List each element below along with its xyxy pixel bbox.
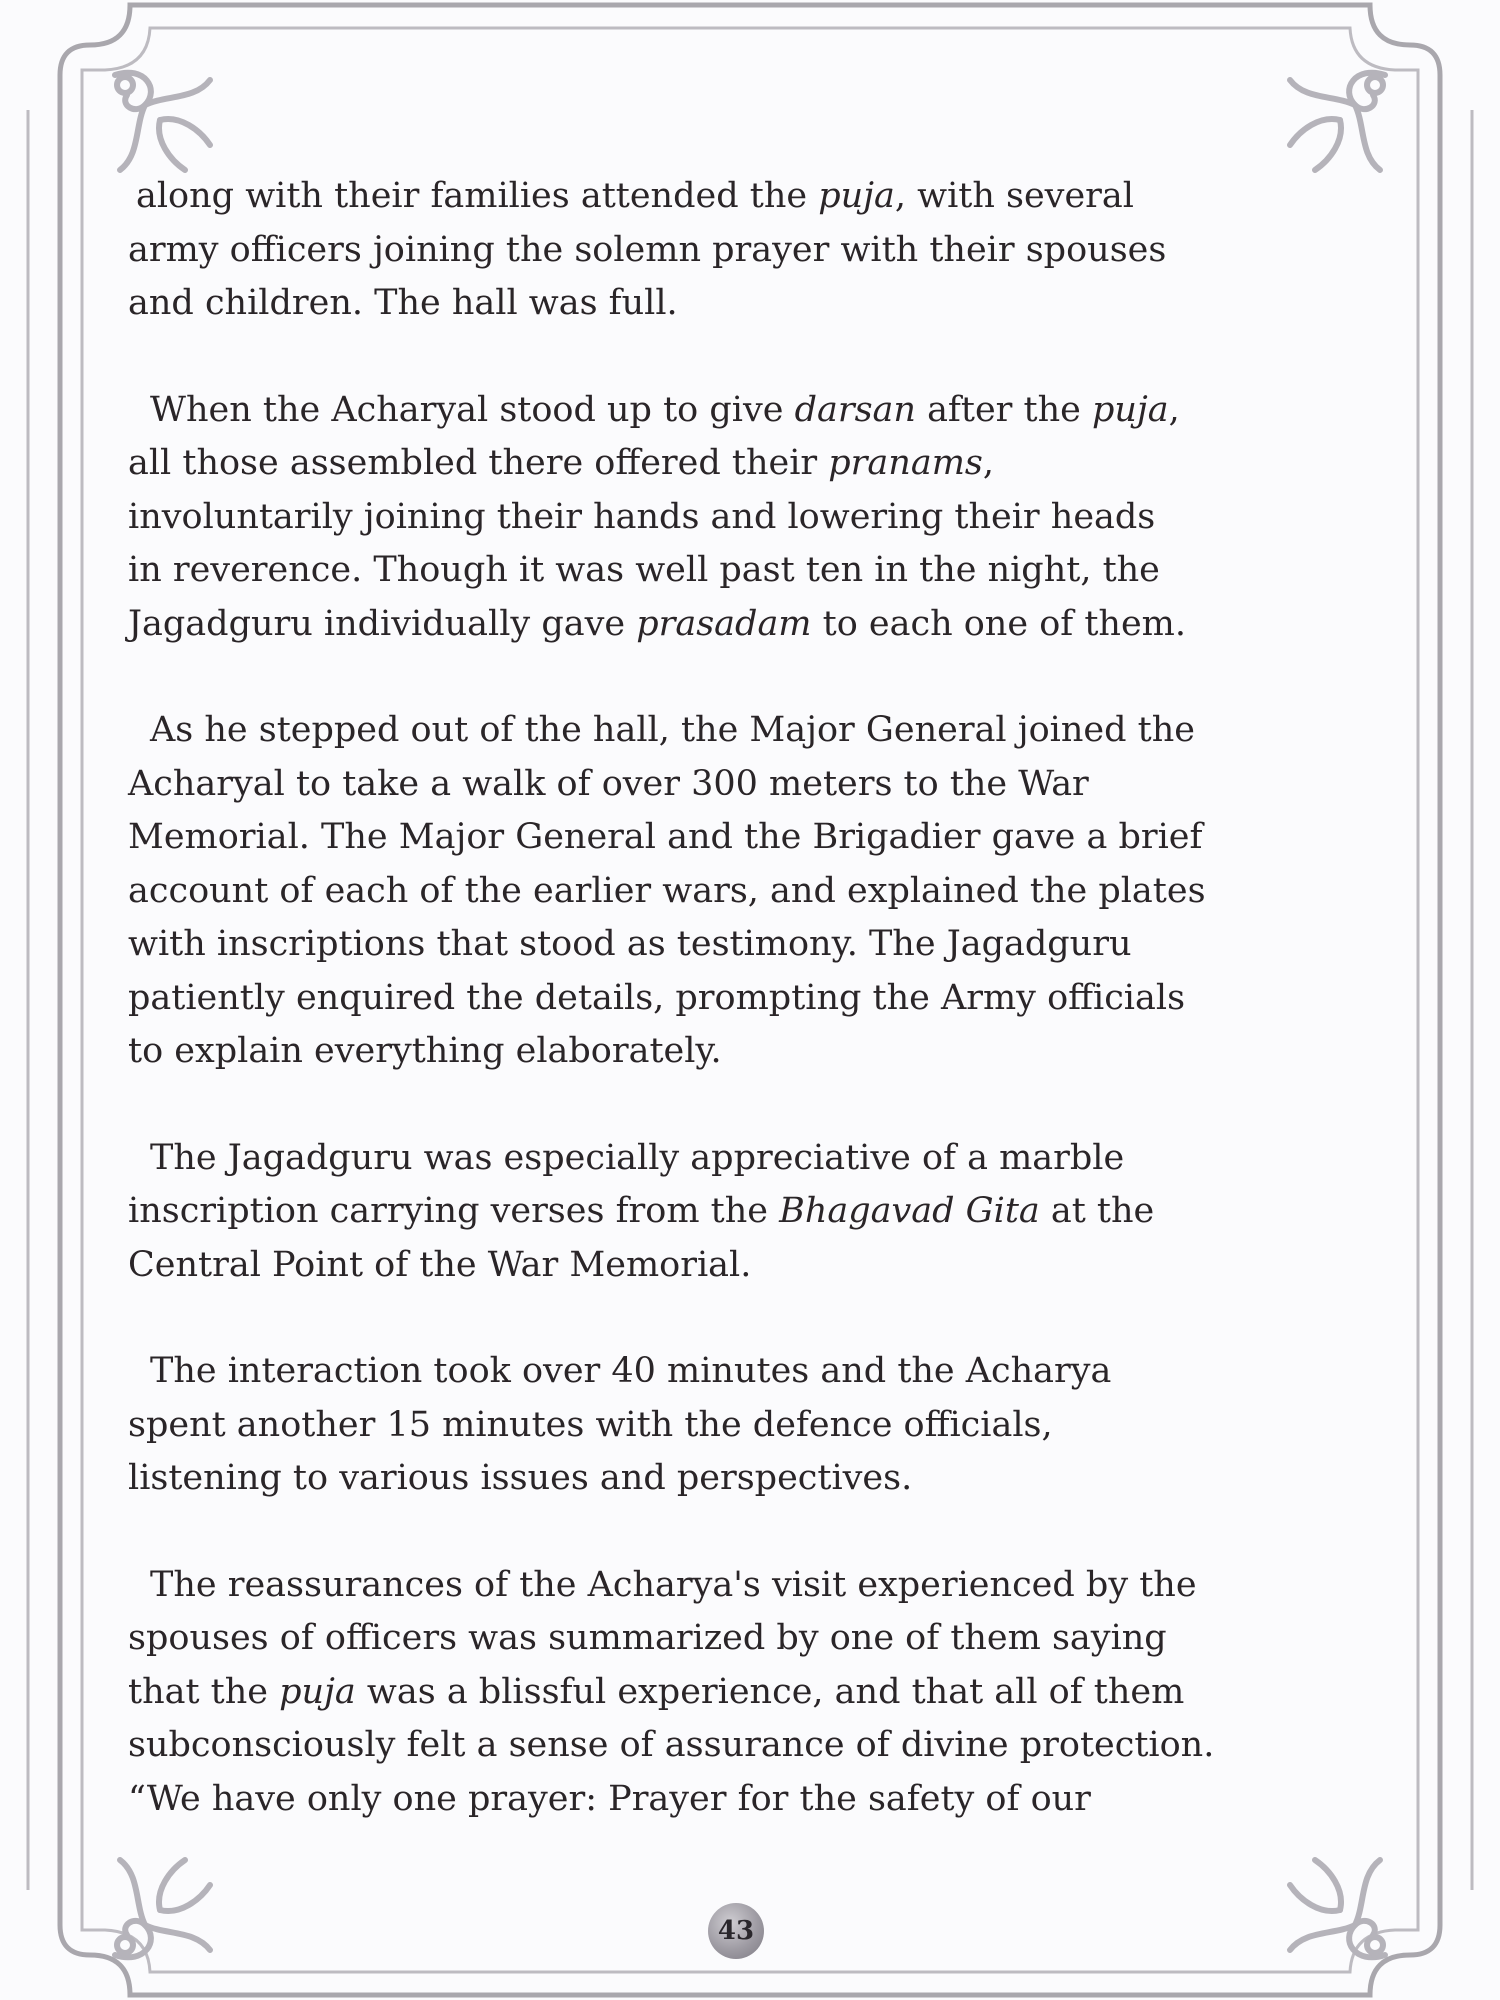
- text-run: The reassurances of the Acharya's visit experienced by the spouses of officers was summarized by one of them saying that the: [128, 1564, 1197, 1712]
- text-run: When the Acharyal stood up to give: [150, 389, 795, 430]
- text-run: along with their families attended the: [136, 176, 819, 216]
- text-run: was a blissful experience, and that all of them subconsciously felt a sense of assurance of divine protection. “We have only one prayer: Prayer for the safety of our: [128, 1671, 1215, 1819]
- italic-term: Bhagavad Gita: [779, 1191, 1040, 1231]
- text-run: to each one of them.: [811, 603, 1186, 644]
- text-run: As he stepped out of the hall, the Major General joined the Acharyal to take a walk of over 300 meters to the War Memorial. The Major General and the Brigadier gave a brief account of each of the earlier wars, and explained the plates with inscriptions that stood as testimony. The Jagadguru patiently enquired the details, prompting the Army officials to explain everything elaborately.: [128, 710, 1206, 1071]
- text-run: The Jagadguru was especially appreciative of a marble inscription carrying verses from the: [128, 1137, 1125, 1231]
- paragraph: [128, 1345, 1378, 1506]
- text-run: , all those assembled there offered their: [128, 389, 1180, 483]
- body-text: [128, 170, 1378, 1879]
- text-run: at the Central Point of the War Memorial.: [128, 1191, 1155, 1285]
- paragraph: [128, 170, 1378, 331]
- paragraph: [128, 384, 1378, 652]
- text-run: The interaction took over 40 minutes and the Acharya spent another 15 minutes with the defence officials, listening to various issues and perspectives.: [128, 1351, 1112, 1498]
- paragraph: [128, 1559, 1378, 1827]
- italic-term: prasadam: [636, 603, 812, 644]
- paragraph: [128, 1132, 1378, 1293]
- text-run: , involuntarily joining their hands and lowering their heads in reverence. Though it was well past ten in the night, the Jagadguru individually gave: [128, 443, 1160, 644]
- italic-term: puja: [818, 176, 895, 216]
- paragraph: [128, 704, 1378, 1079]
- text-run: after the: [915, 389, 1092, 430]
- italic-term: pranams: [828, 443, 983, 483]
- text-run: , with several army officers joining the solemn prayer with their spouses and children. The hall was full.: [128, 176, 1167, 323]
- italic-term: darsan: [794, 389, 916, 430]
- page-number: 43: [708, 1903, 764, 1959]
- italic-term: puja: [279, 1671, 356, 1712]
- italic-term: puja: [1091, 389, 1169, 430]
